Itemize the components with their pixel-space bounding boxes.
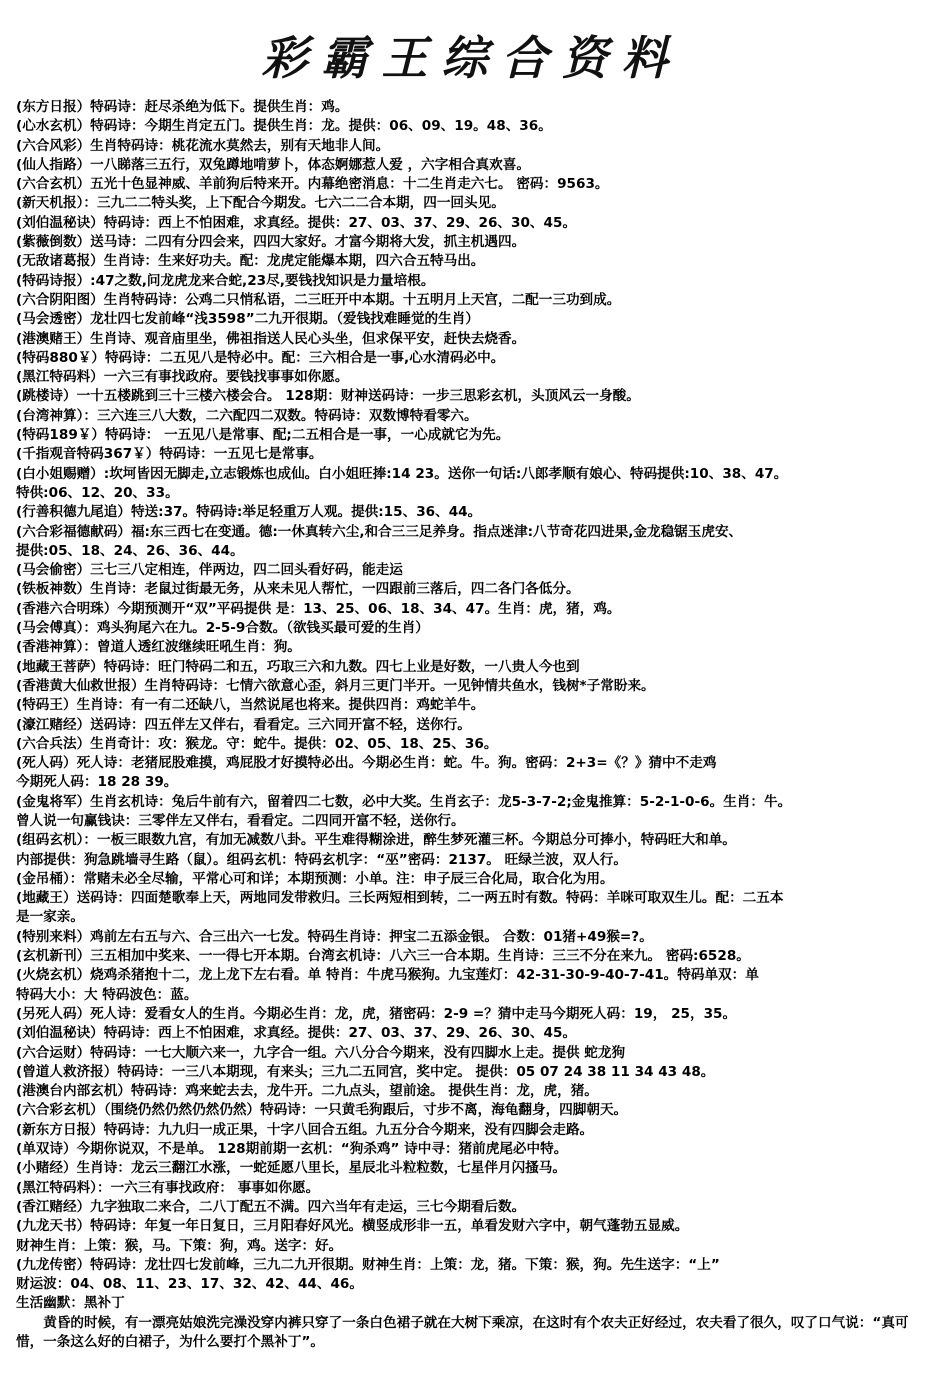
content-line: (心水玄机）特码诗：今期生肖定五门。提供生肖：龙。提供：06、09、19。48、36。: [16, 118, 552, 135]
humor-story: 黄昏的时候，有一漂亮姑娘洗完澡没穿内裤只穿了一条白色裙子就在大树下乘凉，在这时有个农夫正好经过，农夫看了很久，叹了口气说：“真可惜，一条这么好的白裙子，为什么要打个黑补丁”。: [16, 1314, 909, 1350]
content-line: (香港黄大仙救世报）生肖特码诗：七情六欲意心歪，斜月三更门半开。一见钟情共鱼水，钱树*子常盼来。: [16, 677, 655, 694]
content-line: (玄机新刊）三五相加中奖来、一一得七开本期。台湾玄机诗：八六三一合本期。生肖诗：三三不分在来九。 密码:6528。: [16, 948, 750, 965]
content-line: (刘伯温秘诀）特码诗：西上不怕困难，求真经。提供：27、03、37、29、26、30、45。: [16, 214, 577, 231]
content-line: (千指观音特码367￥）特码诗：一五见七是常事。: [16, 446, 323, 463]
content-line: (新天机报）：三九二二特头奖，上下配合今期发。七六二二合本期，四一回头见。: [16, 195, 505, 212]
content-line: (曾道人救济报）特码诗：一三八本期现，有来头；三九二五同宫，奖中定。 提供：05 07 24 38 11 34 43 48。: [16, 1063, 715, 1080]
content-line: (地藏王）送码诗：四面楚歌奉上天，两地同发带救归。三长两短相到转，二一两五时有数。特码：羊咪可取双生儿。配：二五本: [16, 890, 784, 907]
content-line: (特别来料）鸡前左右五与六、合三出六一七发。特码生肖诗：押宝二五添金银。 合数：01猪+49猴=?。: [16, 928, 653, 945]
content-line: (六合彩福德献码）福:东三西七在变通。德:一休真转六尘,和合三三足养身。指点迷津:八节奇花四进果,金龙稳锯玉虎安、: [16, 523, 743, 540]
content-line: (马会透密）龙壮四七发前峰“浅3598”二九开很期。（爱钱找难睡觉的生肖）: [16, 311, 479, 328]
content-line: (火烧玄机）烧鸡杀猪抱十二，龙上龙下左右看。单 特肖：牛虎马猴狗。九宝莲灯：42-31-30-9-40-7-41。特码单双：单: [16, 967, 759, 984]
content-line: 财运波：04、08、11、23、17、32、42、44、46。: [16, 1276, 363, 1293]
content-line: (金吊桶）：常赌未必全尽输，平常心可和详；本期预测：小单。注：申子辰三合化局，取合化为用。: [16, 870, 614, 887]
page-title: 彩霸王综合资料: [261, 31, 682, 85]
content-lines: [16, 98, 931, 1352]
content-line: (六合阴阳图）生肖特码诗：公鸡二只悄私语，二三旺开中本期。十五明月上天宫，二配一三功到成。: [16, 291, 621, 308]
content-line: (黑江特码料）：一六三有事找政府： 事事如你愿。: [16, 1179, 320, 1196]
content-line: (地藏王菩萨）特码诗：旺门特码二和五，巧取三六和九数。四七上业是好数，一八贵人今也到: [16, 658, 580, 675]
content-line: (死人码）死人诗：老猪屁股难摸，鸡屁股才好摸特必出。今期必生肖：蛇。牛。狗。密码：2+3=《？》猜中不走鸡: [16, 755, 717, 772]
content-line: (金鬼将军）生肖玄机诗：兔后牛前有六，留着四二七数，必中大奖。生肖玄子：龙5-3-7-2;金鬼推算：5-2-1-0-6。生肖：牛。: [16, 793, 792, 810]
content-line: 是一家亲。: [16, 909, 84, 926]
content-line: (特码诗报）:47之数,问龙虎龙来合蛇,23尽,要钱找知识是力量培根。: [16, 272, 435, 289]
content-line: (特码189￥）特码诗： 一五见八是常事、配;二五相合是一事，一心成就它为先。: [16, 427, 510, 444]
content-line: (香港神算）：曾道人透红波继续旺吼生肖：狗。: [16, 639, 301, 656]
content-line: 提供:05、18、24、26、36、44。: [16, 542, 244, 559]
content-line: (刘伯温秘诀）特码诗：西上不怕困难，求真经。提供：27、03、37、29、26、30、45。: [16, 1025, 577, 1042]
content-line: (马会傅真）：鸡头狗尾六在九。2-5-9合数。（欲钱买最可爱的生肖）: [16, 620, 429, 637]
content-line: 今期死人码：18 28 39。: [16, 774, 178, 791]
content-line: (六合运财）特码诗：一七大顺六来一，九字合一组。六八分合今期来，没有四脚水上走。提供 蛇龙狗: [16, 1044, 626, 1061]
content-line: (白小姐赐赠）:坎坷皆因无脚走,立志锻炼也成仙。白小姐旺捧:14 23。送你一句话:八郎孝顺有娘心、特码提供:10、38、47。: [16, 465, 788, 482]
content-line: (六合风彩）生肖特码诗：桃花流水莫然去，别有天地非人间。: [16, 137, 390, 154]
content-line: (九龙天书）特码诗：年复一年日复日，三月阳春好风光。横竖成形非一五，单看发财六字中，朝气蓬勃五显威。: [16, 1218, 689, 1235]
content-line: 曾人说一句赢钱诀：三零伴左又伴右，看看定。二四同开富不轻，送你行。: [16, 812, 465, 829]
content-line: (行善积德九尾追）特送:37。特码诗:举足轻重万人观。提供:15、36、44。: [16, 504, 482, 521]
content-line: (紫薇倒数）送马诗：二四有分四会来，四四大家好。才富今期将大发，抓主机遇四。: [16, 234, 526, 251]
content-line: (另死人码）死人诗：爱看女人的生肖。今期必生肖：龙，虎，猪密码：2-9 =？猜中走马今期死人码：19， 25，35。: [16, 1005, 737, 1022]
content-line: (仙人指路）一八睇落三五行，双兔蹲地啃萝卜，体态婀娜惹人爱 ，六字相合真欢喜。: [16, 156, 530, 173]
content-line: (马会偷密）三七三八定相连，伴两边，四二回头看好码，能走运: [16, 562, 403, 579]
content-line: 生活幽默：黑补丁: [16, 1295, 125, 1312]
content-line: (香港六合明珠）今期预测开“双”平码提供 是：13、25、06、18、34、47。生肖：虎，猪，鸡。: [16, 600, 621, 617]
content-line: (港澳赌王）生肖诗、观音庙里坐，佛祖指送人民心头坐，但求保平安，赶快去烧香。: [16, 330, 526, 347]
content-line: (特码王）生肖诗：有一有二还缺八，当然说尾也将来。提供四肖：鸡蛇羊牛。: [16, 697, 485, 714]
content-line: 特码大小：大 特码波色：蓝。: [16, 986, 198, 1003]
content-line: 内部提供：狗急跳墙寻生路（鼠）。组码玄机：特码玄机字：“巫”密码：2137。 旺绿兰波，双人行。: [16, 851, 627, 868]
content-line: (跳楼诗）一十五楼跳到三十三楼六楼会合。 128期：财神送码诗：一步三思彩玄机，头顶风云一身酸。: [16, 388, 640, 405]
content-line: (六合彩玄机）（围绕仍然仍然仍然仍然）特码诗：一只黄毛狗跟后，寸步不离，海龟翻身，四脚朝天。: [16, 1102, 628, 1119]
content-line: (六合玄机）五光十色显神威、羊前狗后特来开。内幕绝密消息：十二生肖走六七。 密码：9563。: [16, 176, 609, 193]
content-line: (无敌诸葛报）生肖诗：生来好功夫。配：龙虎定能爆本期，四六合五特马出。: [16, 253, 485, 270]
content-line: (铁板神数）生肖诗：老鼠过街最无务，从来未见人帮忙，一四跟前三落后，四二各门各低分。: [16, 581, 580, 598]
content-line: (港澳台内部玄机）特码诗：鸡来蛇去去，龙牛开。二九点头，望前途。 提供生肖：龙，虎，猪。: [16, 1083, 598, 1100]
content-line: (小赌经）生肖诗：龙云三翻江水涨，一蛇延愿八里长，星辰北斗粒粒数，七星伴月闪搔马。: [16, 1160, 566, 1177]
content-line: 特供:06、12、20、33。: [16, 484, 179, 501]
content-line: (濠江赌经）送码诗：四五伴左又伴右，看看定。三六同开富不轻，送你行。: [16, 716, 471, 733]
content-line: (单双诗）今期你说双，不是单。 128期前期一玄机：“狗杀鸡” 诗中寻：猪前虎尾必中特。: [16, 1141, 568, 1158]
content-line: (组码玄机）：一板三眼数九宫，有加无减数八卦。平生难得糊涂进，醉生梦死灌三杯。今期总分可捧小，特码旺大和单。: [16, 832, 736, 849]
content-line: (六合兵法）生肖奇计：攻：猴龙。守：蛇牛。提供：02、05、18、25、36。: [16, 735, 498, 752]
content-line: (香江赌经）九字独取二来合，二八丁配五不满。四六当年有走运，三七今期看后数。: [16, 1198, 526, 1215]
content-line: (特码880￥）特码诗：二五见八是特必中。配：三六相合是一事,心水清码必中。: [16, 349, 505, 366]
content-line: (九龙传密）特码诗：龙壮四七发前峰，三九二九开很期。财神生肖：上策：龙，猪。下策：猴，狗。先生送字：“上”: [16, 1256, 720, 1273]
content-line: (台湾神算）：三六连三八大数，二六配四二双数。特码诗：双数博特看零六。: [16, 407, 478, 424]
content-line: (东方日报）特码诗：赶尽杀绝为低下。提供生肖：鸡。: [16, 99, 349, 115]
content-line: 财神生肖：上策：猴，马。下策：狗，鸡。送字：好。: [16, 1237, 343, 1254]
content-line: (黑江特码料）一六三有事找政府。要钱找事事如你愿。: [16, 369, 349, 386]
content-line: (新东方日报）特码诗：九九归一成正果，十字八回合五组。九五分合今期来，没有四脚会走路。: [16, 1121, 594, 1138]
